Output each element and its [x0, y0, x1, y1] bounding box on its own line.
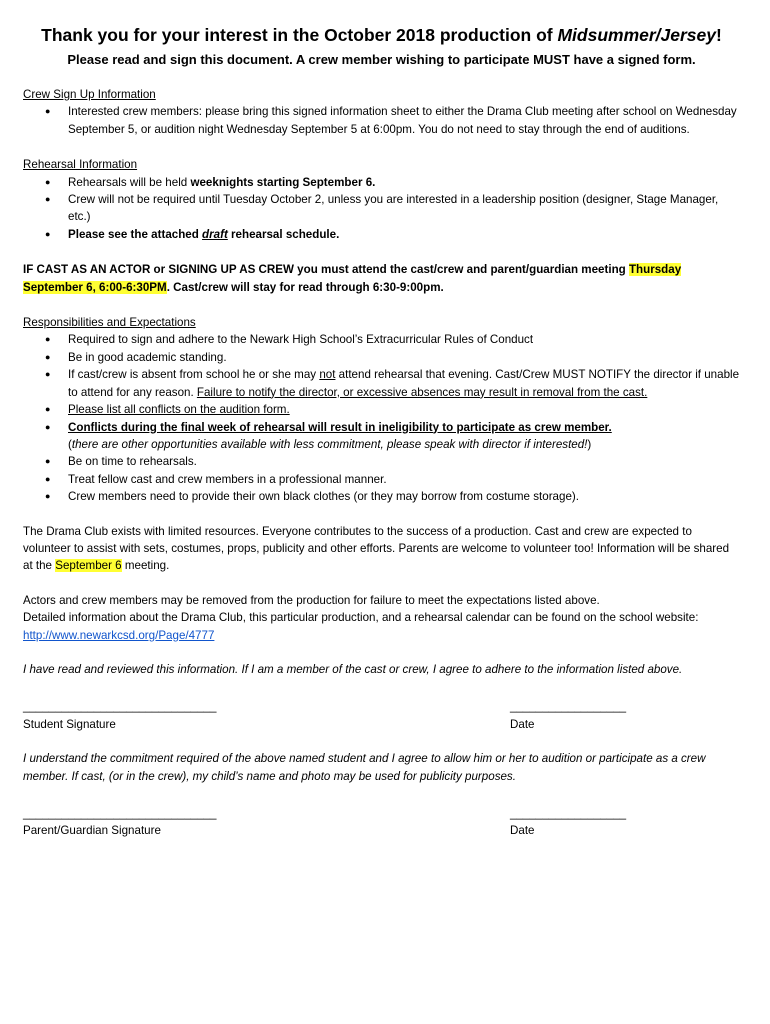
parent-date-block[interactable] — [510, 805, 740, 840]
note-paren: ( — [68, 437, 72, 451]
responsibilities-section — [23, 314, 740, 505]
crew-signup-heading: Crew Sign Up Information — [23, 88, 156, 101]
title-show-name: Midsummer/Jersey — [557, 25, 717, 45]
draft-emphasis: draft — [202, 227, 228, 241]
student-date-label: Date — [510, 717, 535, 731]
student-acknowledgement: I have read and reviewed this information. If I am a member of the cast or crew, I agree to adhere to the information listed above. — [23, 662, 683, 676]
website-link[interactable]: http://www.newarkcsd.org/Page/4777 — [23, 628, 215, 642]
list-item: ● Required to sign and adhere to the Newark High School’s Extracurricular Rules of Conduct — [68, 331, 740, 348]
list-item-text: If cast/crew is absent from school he or she may — [68, 368, 320, 382]
list-item-bold-text: weeknights starting September 6. — [190, 175, 376, 189]
conflicts-warning: Conflicts during the final week of rehearsal will result in ineligibility to participate as crew member. — [68, 420, 612, 434]
parent-signature-row — [23, 805, 740, 840]
meeting-text: . Cast/crew will stay for read through 6:30-9:00pm. — [166, 280, 444, 294]
list-item — [68, 419, 740, 454]
removal-text: Actors and crew members may be removed from the production for failure to meet the expectations listed above. — [23, 593, 600, 607]
list-item — [68, 174, 740, 191]
student-signature-block[interactable] — [23, 698, 323, 733]
list-item: ● Be in good academic standing. — [68, 349, 740, 366]
list-item: ● Interested crew members: please bring this signed information sheet to either the Drama Club meeting after school on Wednesday September 5, or audition night Wednesday September 5 at 6:00pm. You do not need to stay through the end of auditions. — [68, 103, 740, 138]
meeting-date-highlight: Thursday September 6, 6:00-6:30PM — [23, 263, 682, 294]
paragraph-text: meeting. — [121, 559, 170, 573]
student-signature-label: Student Signature — [23, 717, 116, 731]
parent-signature-label: Parent/Guardian Signature — [23, 824, 161, 838]
page-subtitle: Please read and sign this document. A crew member wishing to participate MUST have a signed form. — [67, 52, 696, 67]
removal-warning: Failure to notify the director, or excessive absences may result in removal from the cast. — [196, 385, 648, 399]
student-signature-row — [23, 698, 740, 733]
rehearsal-list — [23, 174, 740, 244]
drama-club-paragraph — [23, 523, 740, 575]
parent-signature-block[interactable] — [23, 805, 323, 840]
website-text: Detailed information about the Drama Club, this particular production, and a rehearsal calendar can be found on the school website: — [23, 611, 699, 625]
list-item — [68, 366, 740, 401]
list-item: ● Please list all conflicts on the audition form. — [68, 401, 740, 418]
list-item: ● Crew members need to provide their own black clothes (or they may borrow from costume storage). — [68, 488, 740, 505]
rehearsal-heading: Rehearsal Information — [23, 158, 138, 172]
parent-acknowledgement: I understand the commitment required of the above named student and I agree to allow him or her to audition or participate as a crew member. If cast, (or in the crew), my child’s name and photo may be used for publicity purposes. — [23, 752, 706, 783]
conflicts-note: there are other opportunities available with less commitment, please speak with director if interested! — [71, 437, 588, 451]
student-date-block[interactable] — [510, 698, 740, 733]
paragraph-text: The Drama Club exists with limited resources. Everyone contributes to the success of a production. Cast and crew are expected to volunteer to assist with sets, costumes, props, publicity and other efforts. Parents are welcome to volunteer too! Information will be shared at the — [23, 524, 730, 573]
crew-signup-list — [23, 103, 740, 138]
title-suffix: ! — [716, 25, 722, 45]
list-item-text: attend rehearsal that evening. Cast/Crew MUST NOTIFY the director if unable to attend for any reason. — [68, 368, 740, 399]
crew-signup-section — [23, 86, 740, 138]
list-item-text: Please see the attached — [68, 227, 203, 241]
list-item-text: rehearsal schedule. — [227, 227, 340, 241]
student-date-line[interactable]: __________________ — [510, 700, 627, 714]
student-signature-line[interactable]: ______________________________ — [23, 700, 217, 714]
list-item-text: Rehearsals will be held — [68, 175, 191, 189]
note-paren: ) — [587, 437, 592, 451]
responsibilities-heading: Responsibilities and Expectations — [23, 316, 196, 330]
list-item — [68, 226, 740, 243]
meeting-notice — [23, 261, 740, 296]
responsibilities-list — [23, 331, 740, 505]
not-emphasis: not — [319, 368, 336, 382]
list-item: ● Treat fellow cast and crew members in a professional manner. — [68, 471, 740, 488]
parent-date-line[interactable]: __________________ — [510, 807, 627, 820]
parent-signature-line[interactable]: ______________________________ — [23, 807, 217, 820]
parent-date-label: Date — [510, 824, 535, 838]
removal-paragraph — [23, 592, 740, 644]
list-item: ● Be on time to rehearsals. — [68, 453, 740, 470]
meeting-text: IF CAST AS AN ACTOR or SIGNING UP AS CREW you must attend the cast/crew and parent/guardian meeting — [23, 263, 629, 277]
rehearsal-section — [23, 156, 740, 243]
title-text: Thank you for your interest in the October 2018 production of — [41, 25, 558, 45]
meeting-date-highlight: September 6 — [55, 559, 122, 573]
page-title — [23, 24, 740, 46]
list-item: ● Crew will not be required until Tuesday October 2, unless you are interested in a leadership position (designer, Stage Manager, etc.) — [68, 191, 740, 226]
